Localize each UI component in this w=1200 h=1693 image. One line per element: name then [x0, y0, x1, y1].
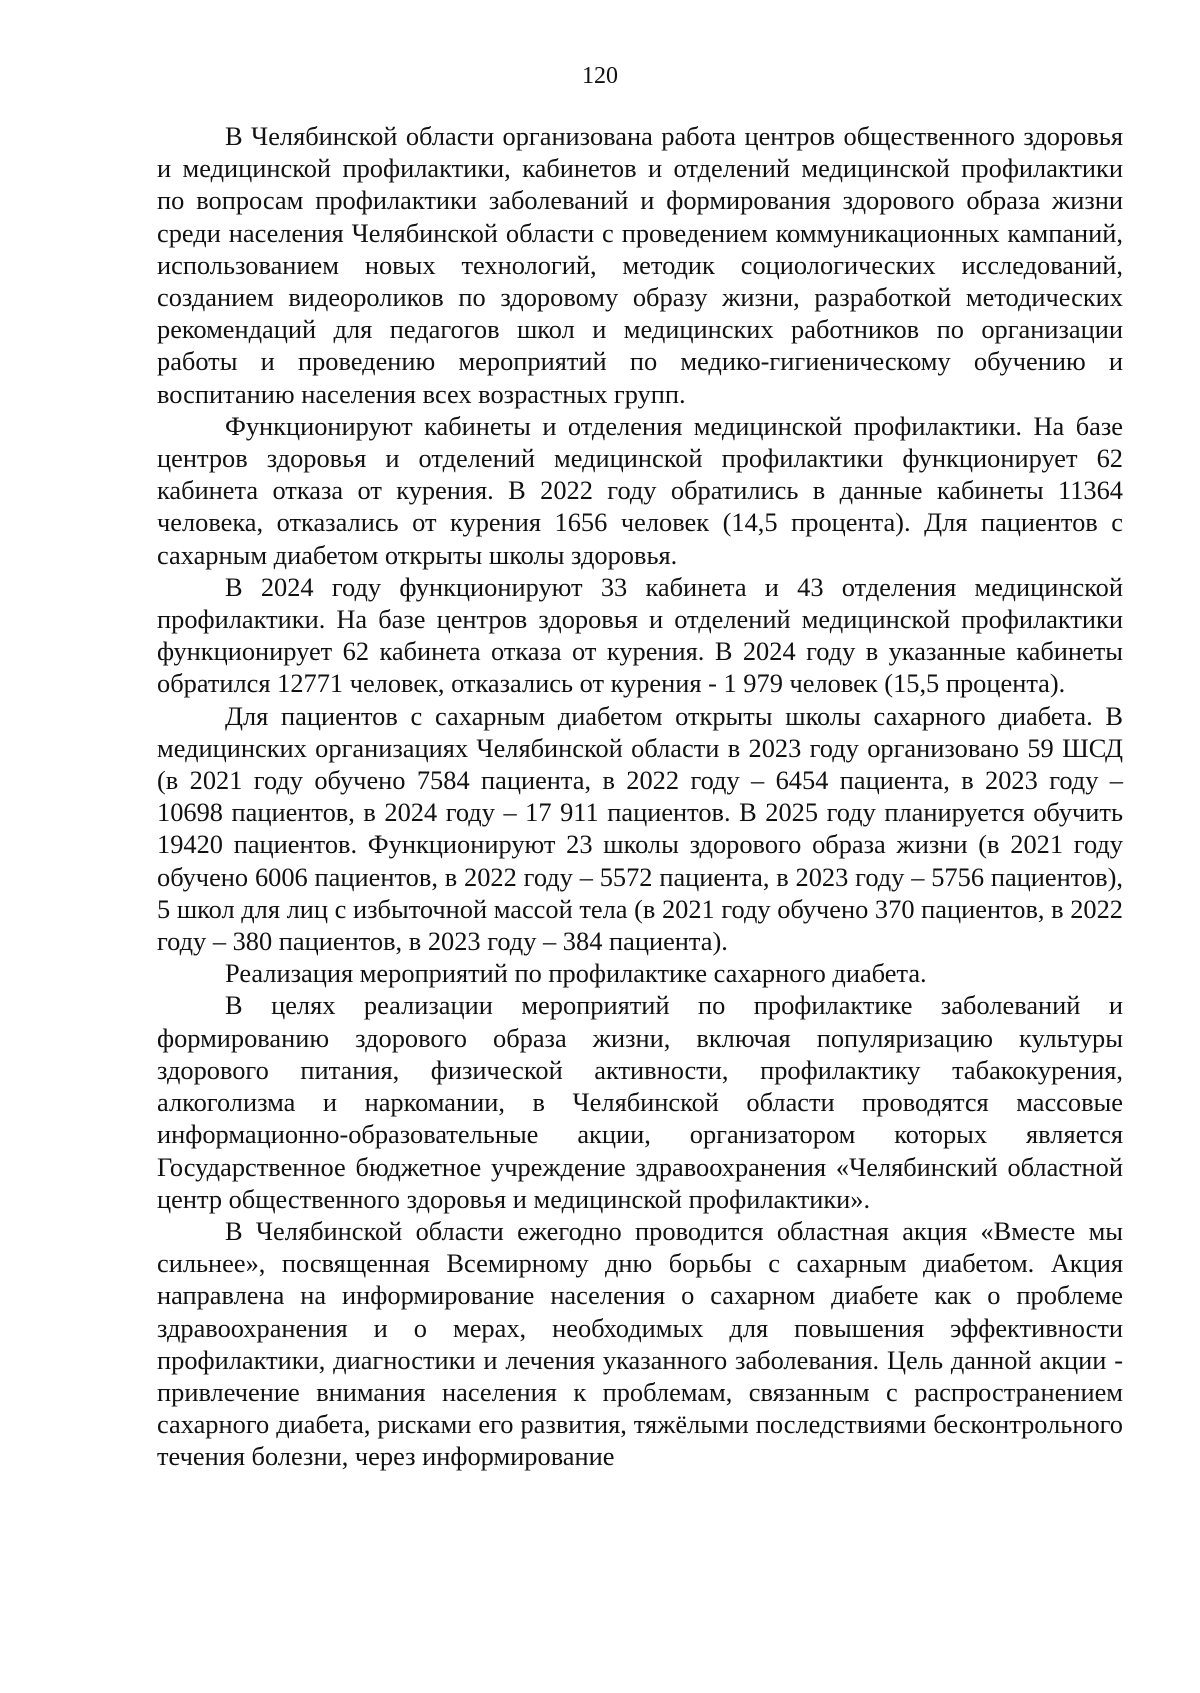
paragraph: В 2024 году функционируют 33 кабинета и 43 отделения медицинской профилактики. На базе центров здоровья и отделений медицинской профилактики функционирует 62 кабинета отказа от курения. В 2024 году в указанные кабинеты обратился 12771 человек, отказались от курения - 1 979 человек (15,5 процента).: [157, 571, 1123, 699]
paragraph: В Челябинской области организована работа центров общественного здоровья и медицинской профилактики, кабинетов и отделений медицинской профилактики по вопросам профилактики заболеваний и формирования здорового образа жизни среди населения Челябинской области с проведением коммуникационных кампаний, использованием новых технологий, методик социологических исследований, созданием видеороликов по здоровому образу жизни, разработкой методических рекомендаций для педагогов школ и медицинских работников по организации работы и проведению мероприятий по медико-гигиеническому обучению и воспитанию населения всех возрастных групп.: [157, 121, 1123, 409]
paragraph: Для пациентов с сахарным диабетом открыты школы сахарного диабета. В медицинских организациях Челябинской области в 2023 году организовано 59 ШСД (в 2021 году обучено 7584 пациента, в 2022 году – 6454 пациента, в 2023 году – 10698 пациентов, в 2024 году – 17 911 пациентов. В 2025 году планируется обучить 19420 пациентов. Функционируют 23 школы здорового образа жизни (в 2021 году обучено 6006 пациентов, в 2022 году – 5572 пациента, в 2023 году – 5756 пациентов), 5 школ для лиц с избыточной массой тела (в 2021 году обучено 370 пациентов, в 2022 году – 380 пациентов, в 2023 году – 384 пациента).: [157, 700, 1123, 957]
paragraph: В целях реализации мероприятий по профилактике заболеваний и формированию здорового образа жизни, включая популяризацию культуры здорового питания, физической активности, профилактику табакокурения, алкоголизма и наркомании, в Челябинской области проводятся массовые информационно-образовательные акции, организатором которых является Государственное бюджетное учреждение здравоохранения «Челябинский областной центр общественного здоровья и медицинской профилактики».: [157, 990, 1123, 1214]
paragraph: Функционируют кабинеты и отделения медицинской профилактики. На базе центров здоровья и отделений медицинской профилактики функционирует 62 кабинета отказа от курения. В 2022 году обратились в данные кабинеты 11364 человека, отказались от курения 1656 человек (14,5 процента). Для пациентов с сахарным диабетом открыты школы здоровья.: [157, 410, 1123, 570]
page-number: 120: [582, 63, 618, 89]
paragraph: Реализация мероприятий по профилактике сахарного диабета.: [225, 958, 927, 989]
paragraph: В Челябинской области ежегодно проводится областная акция «Вместе мы сильнее», посвященная Всемирному дню борьбы с сахарным диабетом. Акция направлена на информирование населения о сахарном диабете как о проблеме здравоохранения и о мерах, необходимых для повышения эффективности профилактики, диагностики и лечения указанного заболевания. Цель данной акции - привлечение внимания населения к проблемам, связанным с распространением сахарного диабета, рисками его развития, тяжёлыми последствиями бесконтрольного течения болезни, через информирование: [157, 1215, 1123, 1472]
body-text: [157, 120, 1123, 1473]
